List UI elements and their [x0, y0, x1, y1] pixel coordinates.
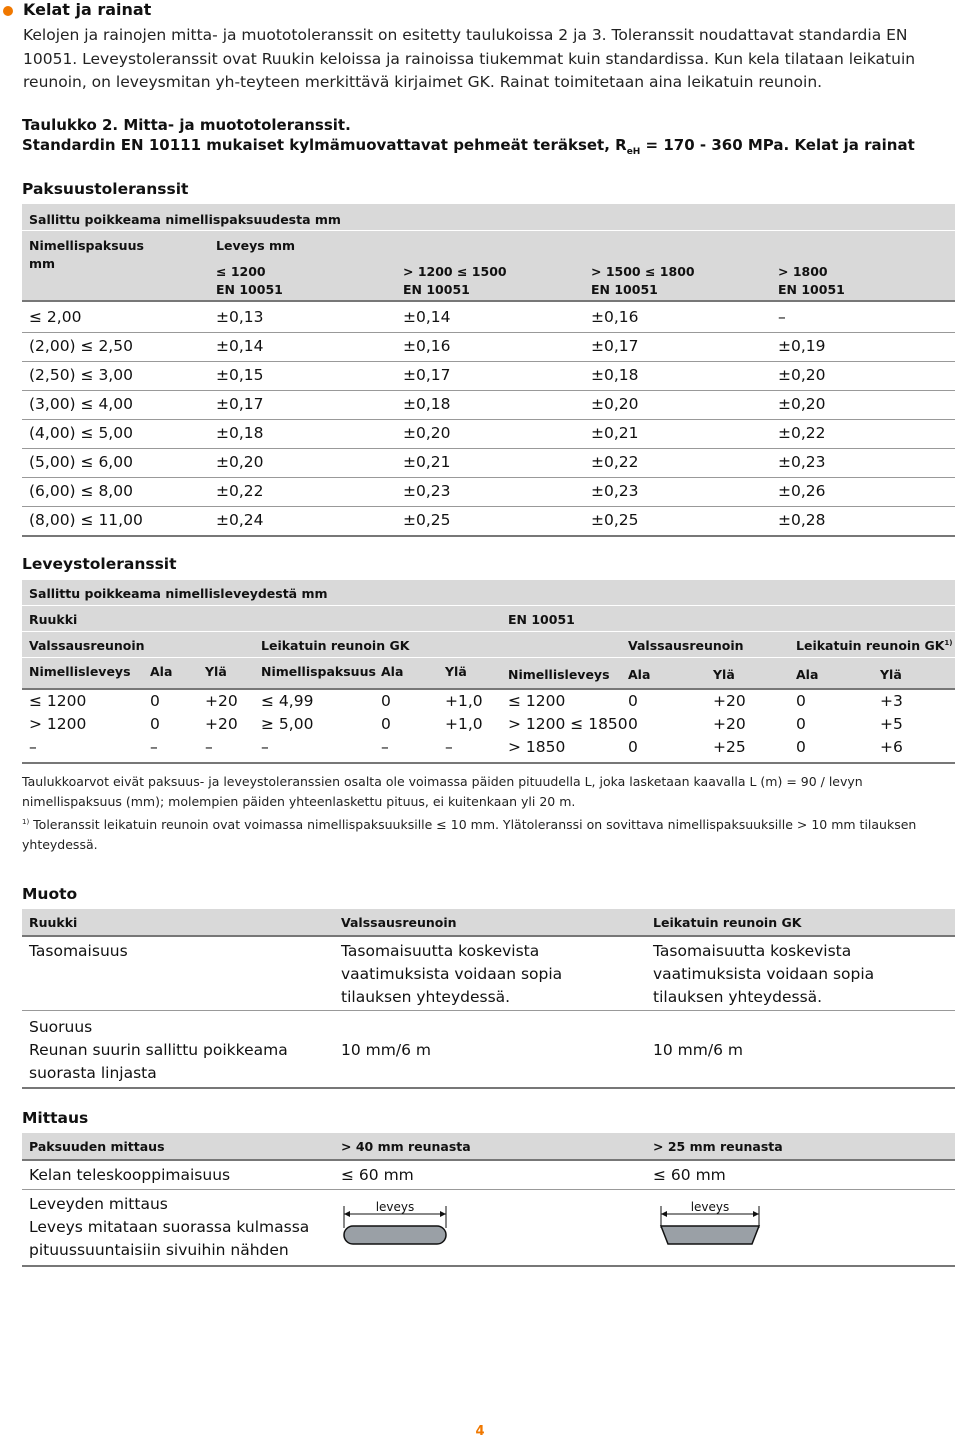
shape-flatness-leikatuin: Tasomaisuutta koskevista vaatimuksista voidaan sopia tilauksen yhteydessä. — [653, 942, 875, 1006]
shape-header-rule — [22, 935, 955, 937]
measure-telescope-leikatuin: ≤ 60 mm — [653, 1166, 726, 1184]
tolerance-cell: ±0,20 — [778, 366, 826, 384]
width-tolerance-cell: 0 — [381, 715, 391, 733]
measure-header-40: > 40 mm reunasta — [341, 1139, 471, 1154]
row-divider — [22, 332, 955, 333]
width-tolerance-cell: +20 — [713, 715, 746, 733]
width-tolerance-cell: – — [150, 738, 158, 756]
intro-text: Kelojen ja rainojen mitta- ja muototoleranssit on esitetty taulukoissa 2 ja 3. Toleranssit noudattavat standardia EN 10051. Leveystoleranssit ovat Ruukin keloissa ja rainoissa tiukemmat kuin standardissa. Kun kela tilataan leikatuin reunoin, on leveysmitan yh-teyteen merkittävä kirjaimet GK. Rainat toimitetaan aina leikatuin reunoin. — [23, 26, 916, 91]
tolerance-cell: ±0,25 — [403, 511, 451, 529]
thickness-range-cell: (2,00) ≤ 2,50 — [29, 337, 133, 355]
width-col-header: Ylä — [445, 664, 467, 679]
table-title: Taulukko 2. Mitta- ja muototoleranssit. — [22, 116, 351, 134]
footnote-l: Taulukkoarvot eivät paksuus- ja leveystoleranssien osalta ole voimassa päiden pituudella L, joka lasketaan kaavalla L (m) = 90 / levyn nimellispaksuus (mm); molempien päiden yhteenlaskettu pituus, ei kuitenkaan yli 20 m. — [22, 774, 863, 809]
width-tolerance-cell: +20 — [205, 715, 238, 733]
width-tolerance-cell: > 1200 ≤ 1850 — [508, 715, 628, 733]
width-title: Leveystoleranssit — [22, 555, 177, 573]
width-tolerance-cell: +25 — [713, 738, 746, 756]
width-tolerance-cell: +20 — [713, 692, 746, 710]
width-col-header: Nimellisleveys — [508, 667, 610, 682]
measure-telescope-label: Kelan teleskooppimaisuus — [29, 1166, 231, 1184]
width-tolerance-cell: +20 — [205, 692, 238, 710]
width-col-header: Ylä — [713, 667, 735, 682]
width-tolerance-cell: +1,0 — [445, 715, 483, 733]
shape-straightness-desc: Reunan suurin sallittu poikkeama suorasta linjasta — [29, 1041, 288, 1082]
tolerance-cell: ±0,20 — [216, 453, 264, 471]
width-leikatuin: Leikatuin reunoin GK — [261, 638, 410, 653]
shape-header-ruukki: Ruukki — [29, 915, 78, 930]
width-col-header: Ylä — [880, 667, 902, 682]
tolerance-cell: ±0,15 — [216, 366, 264, 384]
shape-straightness-leikatuin: 10 mm/6 m — [653, 1041, 743, 1059]
measure-telescope-valssaus: ≤ 60 mm — [341, 1166, 414, 1184]
bullet-icon — [3, 6, 13, 16]
width-tolerance-cell: +1,0 — [445, 692, 483, 710]
cut-edge-diagram — [655, 1196, 765, 1248]
thickness-range-cell: ≤ 2,00 — [29, 308, 82, 326]
tolerance-cell: ±0,18 — [591, 366, 639, 384]
row-divider — [22, 1189, 955, 1190]
header-divider — [22, 631, 955, 632]
width-tolerance-cell: – — [445, 738, 453, 756]
width-tolerance-cell: 0 — [628, 692, 638, 710]
tolerance-cell: ±0,22 — [216, 482, 264, 500]
row-divider — [22, 419, 955, 420]
table-subtitle: Standardin EN 10111 mukaiset kylmämuovattavat pehmeät teräkset, $R_{eH} = 170 - 360$ MPa. Kelat ja rainat — [22, 136, 915, 157]
tolerance-cell: ±0,14 — [403, 308, 451, 326]
row-divider — [22, 506, 955, 507]
width-col-standard: EN 10051 — [216, 282, 283, 297]
tolerance-cell: ±0,22 — [778, 424, 826, 442]
measure-header-thickness: Paksuuden mittaus — [29, 1139, 165, 1154]
width-col-header: Ala — [381, 664, 404, 679]
measure-header-rule — [22, 1159, 955, 1161]
width-tolerance-cell: 0 — [628, 738, 638, 756]
tolerance-cell: ±0,24 — [216, 511, 264, 529]
width-tolerance-cell: > 1850 — [508, 738, 566, 756]
width-bottom-rule — [22, 762, 955, 764]
width-col-standard: EN 10051 — [778, 282, 845, 297]
width-tolerance-cell: 0 — [796, 738, 806, 756]
row-divider — [22, 1010, 955, 1011]
measure-title: Mittaus — [22, 1109, 89, 1127]
tolerance-cell: ±0,17 — [216, 395, 264, 413]
width-tolerance-cell: > 1200 — [29, 715, 87, 733]
rolled-edge-diagram — [340, 1196, 450, 1248]
thickness-header-rule — [22, 300, 955, 302]
diagram-label: leveys — [375, 1200, 415, 1214]
width-leikatuin-en: Leikatuin reunoin GK$^{1)}$ — [796, 638, 953, 653]
shape-flatness-label: Tasomaisuus — [29, 942, 128, 960]
width-tolerance-cell: ≤ 4,99 — [261, 692, 314, 710]
header-divider — [22, 605, 955, 606]
width-col-standard: EN 10051 — [403, 282, 470, 297]
width-col-header: Ala — [628, 667, 651, 682]
tolerance-cell: ±0,13 — [216, 308, 264, 326]
thickness-range-cell: (4,00) ≤ 5,00 — [29, 424, 133, 442]
width-valssaus: Valssausreunoin — [29, 638, 145, 653]
width-col-header: Nimellispaksuus — [261, 664, 376, 679]
width-header-rule — [22, 688, 955, 690]
width-col-range: > 1200 ≤ 1500 — [403, 264, 507, 279]
tolerance-cell: ±0,23 — [591, 482, 639, 500]
thickness-range-cell: (2,50) ≤ 3,00 — [29, 366, 133, 384]
shape-title: Muoto — [22, 885, 78, 903]
tolerance-cell: ±0,18 — [216, 424, 264, 442]
measure-header-25: > 25 mm reunasta — [653, 1139, 783, 1154]
width-col-header: Ylä — [205, 664, 227, 679]
thickness-range-cell: (8,00) ≤ 11,00 — [29, 511, 143, 529]
width-col-header: Nimellisleveys — [29, 664, 131, 679]
width-valssaus-en: Valssausreunoin — [628, 638, 744, 653]
thickness-title: Paksuustoleranssit — [22, 180, 189, 198]
shape-flatness-valssaus: Tasomaisuutta koskevista vaatimuksista voidaan sopia tilauksen yhteydessä. — [341, 942, 563, 1006]
width-col-header: Ala — [150, 664, 173, 679]
shape-straightness-valssaus: 10 mm/6 m — [341, 1041, 431, 1059]
tolerance-cell: ±0,26 — [778, 482, 826, 500]
header-divider — [22, 230, 955, 231]
width-caption: Sallittu poikkeama nimellisleveydestä mm — [29, 586, 328, 601]
section-title: Kelat ja rainat — [23, 0, 152, 19]
col-nominal-unit: mm — [29, 256, 56, 271]
shape-bottom-rule — [22, 1087, 955, 1089]
thickness-range-cell: (3,00) ≤ 4,00 — [29, 395, 133, 413]
tolerance-cell: ±0,17 — [403, 366, 451, 384]
width-ruukki: Ruukki — [29, 612, 78, 627]
tolerance-cell: ±0,17 — [591, 337, 639, 355]
row-divider — [22, 535, 955, 537]
measure-width-desc: Leveys mitataan suorassa kulmassa pituussuuntaisiin sivuihin nähden — [29, 1218, 310, 1259]
tolerance-cell: ±0,22 — [591, 453, 639, 471]
width-tolerance-cell: +5 — [880, 715, 903, 733]
width-tolerance-cell: – — [381, 738, 389, 756]
row-divider — [22, 361, 955, 362]
col-nominal: Nimellispaksuus — [29, 238, 144, 253]
tolerance-cell: ±0,16 — [591, 308, 639, 326]
col-width: Leveys mm — [216, 238, 296, 253]
tolerance-cell: ±0,21 — [403, 453, 451, 471]
width-col-range: > 1800 — [778, 264, 828, 279]
shape-header-bg — [22, 909, 955, 936]
measure-width-label: Leveyden mittaus — [29, 1195, 168, 1213]
width-tolerance-cell: ≤ 1200 — [29, 692, 87, 710]
width-tolerance-cell: – — [261, 738, 269, 756]
width-tolerance-cell: 0 — [628, 715, 638, 733]
width-col-header: Ala — [796, 667, 819, 682]
width-col-range: ≤ 1200 — [216, 264, 266, 279]
row-divider — [22, 448, 955, 449]
shape-header-leikatuin: Leikatuin reunoin GK — [653, 915, 802, 930]
footnote-1: $^{1)}$ Toleranssit leikatuin reunoin ovat voimassa nimellispaksuuksille ≤ 10 mm. Ylätoleranssi on sovittava nimellispaksuuksille > 10 mm tilauksen yhteydessä. — [22, 817, 917, 852]
width-tolerance-cell: – — [29, 738, 37, 756]
row-divider — [22, 477, 955, 478]
tolerance-cell: ±0,20 — [778, 395, 826, 413]
width-tolerance-cell: 0 — [796, 715, 806, 733]
measure-bottom-rule — [22, 1265, 955, 1267]
width-tolerance-cell: 0 — [796, 692, 806, 710]
strip-rounded-shape — [344, 1226, 446, 1244]
width-tolerance-cell: 0 — [150, 692, 160, 710]
tolerance-cell: ±0,28 — [778, 511, 826, 529]
tolerance-cell: ±0,21 — [591, 424, 639, 442]
tolerance-cell: ±0,19 — [778, 337, 826, 355]
width-col-standard: EN 10051 — [591, 282, 658, 297]
shape-straightness-label: Suoruus — [29, 1018, 93, 1036]
width-tolerance-cell: ≤ 1200 — [508, 692, 566, 710]
tolerance-cell: ±0,20 — [403, 424, 451, 442]
shape-header-valssaus: Valssausreunoin — [341, 915, 457, 930]
thickness-range-cell: (5,00) ≤ 6,00 — [29, 453, 133, 471]
tolerance-cell: ±0,18 — [403, 395, 451, 413]
thickness-range-cell: (6,00) ≤ 8,00 — [29, 482, 133, 500]
width-tolerance-cell: – — [205, 738, 213, 756]
row-divider — [22, 390, 955, 391]
tolerance-cell: ±0,23 — [778, 453, 826, 471]
width-tolerance-cell: 0 — [381, 692, 391, 710]
width-en: EN 10051 — [508, 612, 575, 627]
width-tolerance-cell: +6 — [880, 738, 903, 756]
tolerance-cell: ±0,20 — [591, 395, 639, 413]
tolerance-cell: ±0,23 — [403, 482, 451, 500]
width-col-range: > 1500 ≤ 1800 — [591, 264, 695, 279]
tolerance-cell: ±0,25 — [591, 511, 639, 529]
width-tolerance-cell: ≥ 5,00 — [261, 715, 314, 733]
width-tolerance-cell: +3 — [880, 692, 903, 710]
strip-cut-shape — [661, 1226, 759, 1244]
page-number: 4 — [475, 1424, 485, 1439]
thickness-caption: Sallittu poikkeama nimellispaksuudesta mm — [29, 212, 341, 227]
header-divider — [22, 657, 955, 658]
tolerance-cell: ±0,16 — [403, 337, 451, 355]
tolerance-cell: – — [778, 308, 786, 326]
tolerance-cell: ±0,14 — [216, 337, 264, 355]
diagram-label: leveys — [690, 1200, 730, 1214]
width-tolerance-cell: 0 — [150, 715, 160, 733]
